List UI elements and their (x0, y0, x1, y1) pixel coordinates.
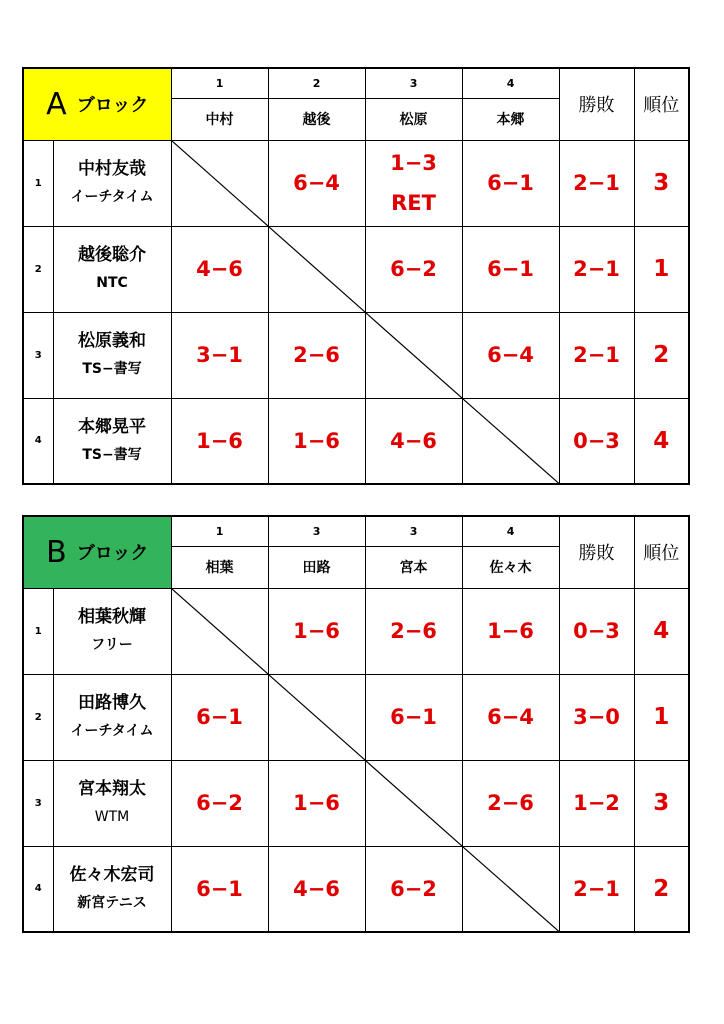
player-name: 佐々木宏司 (69, 864, 155, 885)
match-score: 1−6 (462, 588, 559, 674)
rank-value: 1 (634, 226, 689, 312)
player-cell (53, 674, 171, 760)
column-number: 3 (365, 68, 462, 98)
win-loss-record: 2−1 (559, 226, 634, 312)
player-cell (53, 312, 171, 398)
self-match-diagonal (365, 760, 462, 846)
row-number: 1 (23, 588, 53, 674)
self-match-diagonal (171, 140, 268, 226)
table-row (23, 674, 689, 760)
column-player-name: 田路 (268, 546, 365, 588)
match-score: 6−4 (462, 312, 559, 398)
match-score: 6−2 (171, 760, 268, 846)
block-word: ブロック (76, 95, 149, 117)
win-loss-record: 3−0 (559, 674, 634, 760)
match-score: 6−1 (462, 226, 559, 312)
player-team: イーチタイム (70, 189, 154, 205)
match-score: 6−1 (171, 674, 268, 760)
player-team: NTC (96, 275, 128, 291)
block-letter: A (46, 86, 67, 122)
player-name: 田路博久 (78, 693, 146, 713)
player-name: 越後聡介 (78, 245, 146, 265)
column-player-name: 松原 (365, 98, 462, 140)
rank-value: 4 (634, 588, 689, 674)
player-name: 松原義和 (78, 331, 146, 351)
win-loss-record: 2−1 (559, 140, 634, 226)
column-player-name: 越後 (268, 98, 365, 140)
row-number: 2 (23, 226, 53, 312)
table-row (23, 398, 689, 484)
row-number: 3 (23, 312, 53, 398)
column-number: 2 (268, 68, 365, 98)
block-table-b (22, 515, 690, 933)
column-number: 4 (462, 516, 559, 546)
column-player-name: 本郷 (462, 98, 559, 140)
block-table-a (22, 67, 690, 485)
match-score-line: RET (391, 191, 436, 215)
player-cell (53, 140, 171, 226)
player-team: TS−書写 (82, 361, 142, 377)
table-row (23, 760, 689, 846)
rank-header: 順位 (634, 516, 689, 588)
row-number: 4 (23, 398, 53, 484)
match-score: 6−4 (462, 674, 559, 760)
table-row (23, 140, 689, 226)
block-title (23, 516, 171, 588)
self-match-diagonal (171, 588, 268, 674)
record-header: 勝敗 (559, 516, 634, 588)
player-name: 中村友哉 (78, 159, 146, 179)
row-number: 1 (23, 140, 53, 226)
win-loss-record: 1−2 (559, 760, 634, 846)
self-match-diagonal (268, 226, 365, 312)
player-cell (53, 588, 171, 674)
match-score: 4−6 (268, 846, 365, 932)
match-score: 6−1 (171, 846, 268, 932)
player-team: イーチタイム (70, 723, 154, 739)
row-number: 2 (23, 674, 53, 760)
table-row (23, 312, 689, 398)
match-score: 2−6 (268, 312, 365, 398)
table-row (23, 588, 689, 674)
block-title (23, 68, 171, 140)
win-loss-record: 2−1 (559, 312, 634, 398)
column-player-name: 宮本 (365, 546, 462, 588)
player-name: 相葉秋輝 (78, 607, 146, 627)
match-score: 2−6 (462, 760, 559, 846)
rank-value: 1 (634, 674, 689, 760)
match-score: 1−6 (171, 398, 268, 484)
column-number: 1 (171, 68, 268, 98)
column-number: 3 (365, 516, 462, 546)
match-score: 1−6 (268, 760, 365, 846)
match-score: 6−2 (365, 846, 462, 932)
column-player-name: 相葉 (171, 546, 268, 588)
block-word: ブロック (76, 543, 149, 565)
match-score: 6−4 (268, 140, 365, 226)
table-row (23, 846, 689, 932)
self-match-diagonal (462, 846, 559, 932)
column-player-name: 佐々木 (462, 546, 559, 588)
player-cell (53, 398, 171, 484)
rank-value: 2 (634, 846, 689, 932)
player-cell (53, 846, 171, 932)
block-letter: B (46, 534, 67, 570)
match-score (365, 140, 462, 226)
match-score: 6−1 (365, 674, 462, 760)
player-name: 宮本翔太 (78, 779, 146, 799)
win-loss-record: 0−3 (559, 588, 634, 674)
match-score: 4−6 (365, 398, 462, 484)
rank-value: 4 (634, 398, 689, 484)
player-team: WTM (94, 809, 130, 825)
rank-value: 3 (634, 760, 689, 846)
match-score: 6−2 (365, 226, 462, 312)
column-number: 3 (268, 516, 365, 546)
player-cell (53, 760, 171, 846)
match-score: 6−1 (462, 140, 559, 226)
rank-value: 2 (634, 312, 689, 398)
self-match-diagonal (462, 398, 559, 484)
player-team: フリー (91, 637, 133, 653)
table-row (23, 226, 689, 312)
match-score: 1−6 (268, 588, 365, 674)
player-name: 本郷晃平 (78, 416, 146, 437)
player-team: TS−書写 (82, 446, 142, 463)
match-score: 2−6 (365, 588, 462, 674)
row-number: 3 (23, 760, 53, 846)
player-team: 新宮テニス (77, 894, 147, 911)
rank-value: 3 (634, 140, 689, 226)
match-score: 3−1 (171, 312, 268, 398)
self-match-diagonal (268, 674, 365, 760)
column-number: 1 (171, 516, 268, 546)
record-header: 勝敗 (559, 68, 634, 140)
rank-header: 順位 (634, 68, 689, 140)
row-number: 4 (23, 846, 53, 932)
column-player-name: 中村 (171, 98, 268, 140)
column-number: 4 (462, 68, 559, 98)
match-score: 4−6 (171, 226, 268, 312)
self-match-diagonal (365, 312, 462, 398)
match-score: 1−6 (268, 398, 365, 484)
win-loss-record: 2−1 (559, 846, 634, 932)
match-score-line: 1−3 (390, 151, 437, 175)
win-loss-record: 0−3 (559, 398, 634, 484)
player-cell (53, 226, 171, 312)
